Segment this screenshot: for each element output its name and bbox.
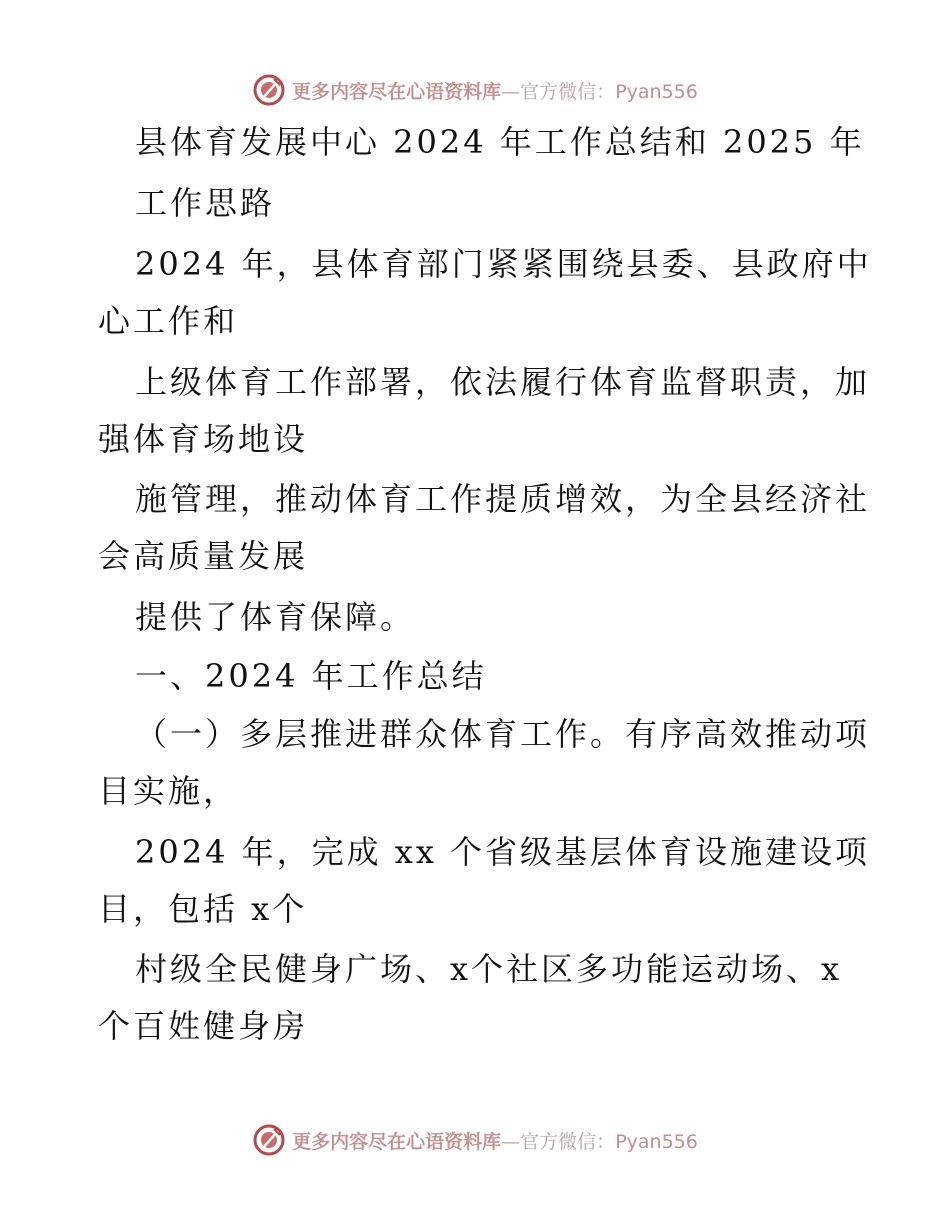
- doc-title-line-2: 工作思路: [135, 184, 276, 222]
- doc-paragraph-line: 上级体育工作部署，依法履行体育监督职责，加: [135, 363, 871, 401]
- watermark-sub: 官方微信：: [520, 1130, 616, 1153]
- doc-subsection-heading: （一）多层推进群众体育工作。有序高效推动项: [135, 715, 871, 753]
- doc-paragraph-line: 施管理，推动体育工作提质增效，为全县经济社: [135, 480, 871, 518]
- watermark-text: [292, 1127, 698, 1154]
- doc-paragraph-line: 会高质量发展: [98, 537, 309, 575]
- doc-paragraph-line: 个百姓健身房: [98, 1007, 309, 1045]
- watermark-main: 更多内容尽在心语资料库: [292, 80, 502, 103]
- doc-paragraph-line: 强体育场地设: [98, 420, 309, 458]
- logo-icon: [252, 1123, 286, 1157]
- watermark-footer: [0, 1120, 950, 1160]
- watermark-id: Pyan556: [615, 1130, 698, 1153]
- doc-paragraph-line: 心工作和: [98, 302, 239, 340]
- watermark-header: [0, 70, 950, 110]
- doc-paragraph-line: 目，包括 x个: [98, 890, 308, 928]
- watermark-sub: 官方微信：: [520, 80, 616, 103]
- doc-paragraph-line: 提供了体育保障。: [135, 598, 416, 636]
- watermark-dash: —: [501, 1130, 521, 1153]
- doc-paragraph-line: 村级全民健身广场、x个社区多功能运动场、x: [135, 950, 843, 988]
- doc-section-heading: 一、2024 年工作总结: [135, 657, 487, 695]
- logo-icon: [252, 73, 286, 107]
- watermark-dash: —: [501, 80, 521, 103]
- watermark-text: [292, 77, 698, 104]
- watermark-id: Pyan556: [615, 80, 698, 103]
- watermark-main: 更多内容尽在心语资料库: [292, 1130, 502, 1153]
- doc-paragraph-line: 2024 年，县体育部门紧紧围绕县委、县政府中: [135, 245, 872, 283]
- doc-paragraph-line: 2024 年，完成 xx 个省级基层体育设施建设项: [135, 833, 871, 871]
- doc-paragraph-line: 目实施，: [98, 772, 239, 810]
- doc-title-line-1: 县体育发展中心 2024 年工作总结和 2025 年: [135, 123, 865, 161]
